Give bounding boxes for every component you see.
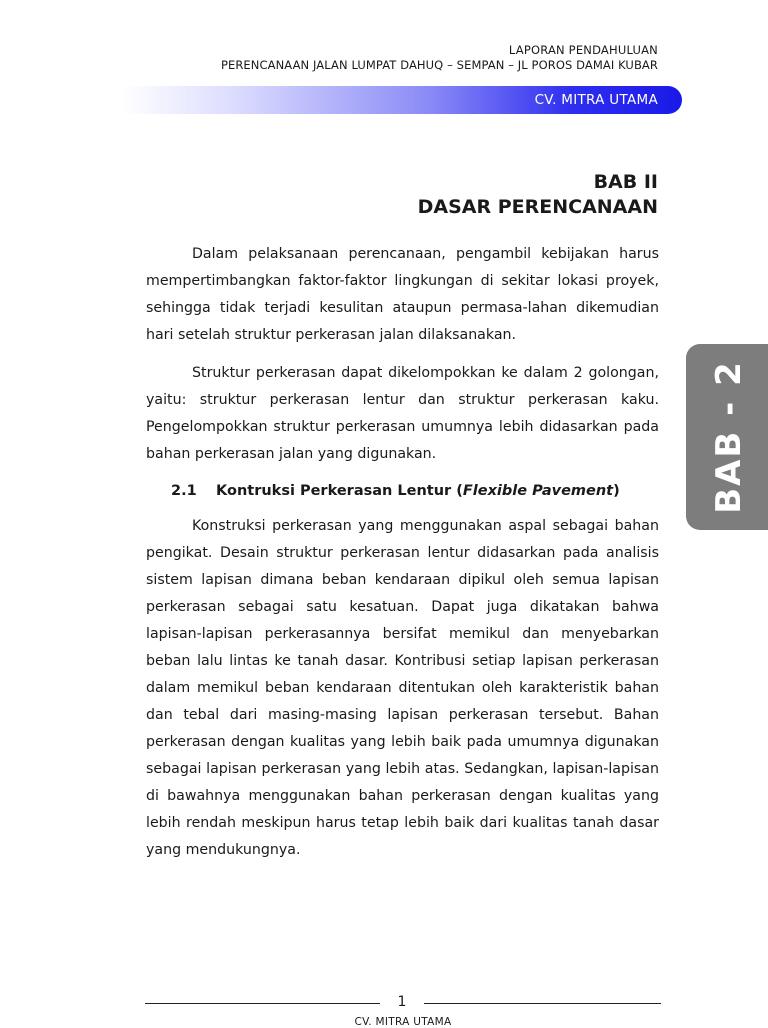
section-title-suffix: ) [613, 483, 620, 499]
header-company-bar [122, 86, 682, 114]
body-content [146, 241, 659, 864]
section-title-prefix: Kontruksi Perkerasan Lentur ( [216, 483, 463, 499]
paragraph-classification: Struktur perkerasan dapat dikelompokkan ke dalam 2 golongan, yaitu: struktur perkerasan lentur dan struktur perkerasan kaku. Pengelompokkan struktur perkerasan umumnya lebih didasarkan pada bahan perkerasan jalan yang digunakan. [146, 365, 659, 462]
section-number: 2.1 [171, 483, 197, 499]
footer-divider-left [145, 1003, 380, 1004]
header-company-name: CV. MITRA UTAMA [534, 92, 658, 108]
header-report-title: LAPORAN PENDAHULUAN [508, 43, 658, 57]
paragraph-intro: Dalam pelaksanaan perencanaan, pengambil kebijakan harus mempertimbangkan faktor-faktor lingkungan di sekitar lokasi proyek, sehingga tidak terjadi kesulitan ataupun permasa-lahan dikemudian hari setelah struktur perkerasan jalan dilaksanakan. [146, 246, 659, 343]
chapter-side-tab [686, 344, 768, 530]
chapter-side-tab-label: BAB - 2 [709, 360, 749, 514]
chapter-title: DASAR PERENCANAAN [417, 196, 658, 218]
footer-page-number: 1 [397, 994, 407, 1010]
section-heading [146, 478, 659, 505]
chapter-number: BAB II [593, 171, 658, 193]
chapter-heading [418, 170, 658, 220]
header-project-title: PERENCANAAN JALAN LUMPAT DAHUQ – SEMPAN – JL POROS DAMAI KUBAR [220, 58, 658, 72]
paragraph-flexible-pavement: Konstruksi perkerasan yang menggunakan aspal sebagai bahan pengikat. Desain struktur perkerasan lentur didasarkan pada analisis sistem lapisan dimana beban kendaraan dipikul oleh semua lapisan perkerasan sebagai satu kesatuan. Dapat juga dikatakan bahwa lapisan-lapisan perkerasannya bersifat memikul dan menyebarkan beban lalu lintas ke tanah dasar. Kontribusi setiap lapisan perkerasan dalam memikul beban kendaraan ditentukan oleh karakteristik bahan dan tebal dari masing-masing lapisan perkerasan tersebut. Bahan perkerasan dengan kualitas yang lebih baik pada umumnya digunakan sebagai lapisan perkerasan yang lebih atas. Sedangkan, lapisan-lapisan di bawahnya menggunakan bahan perkerasan dengan kualitas yang lebih rendah meskipun harus tetap lebih baik dari kualitas tanah dasar yang mendukungnya. [146, 518, 659, 858]
section-title-italic: Flexible Pavement [462, 483, 614, 499]
footer-company-name: CV. MITRA UTAMA [354, 1016, 452, 1028]
footer-divider-right [424, 1003, 661, 1004]
